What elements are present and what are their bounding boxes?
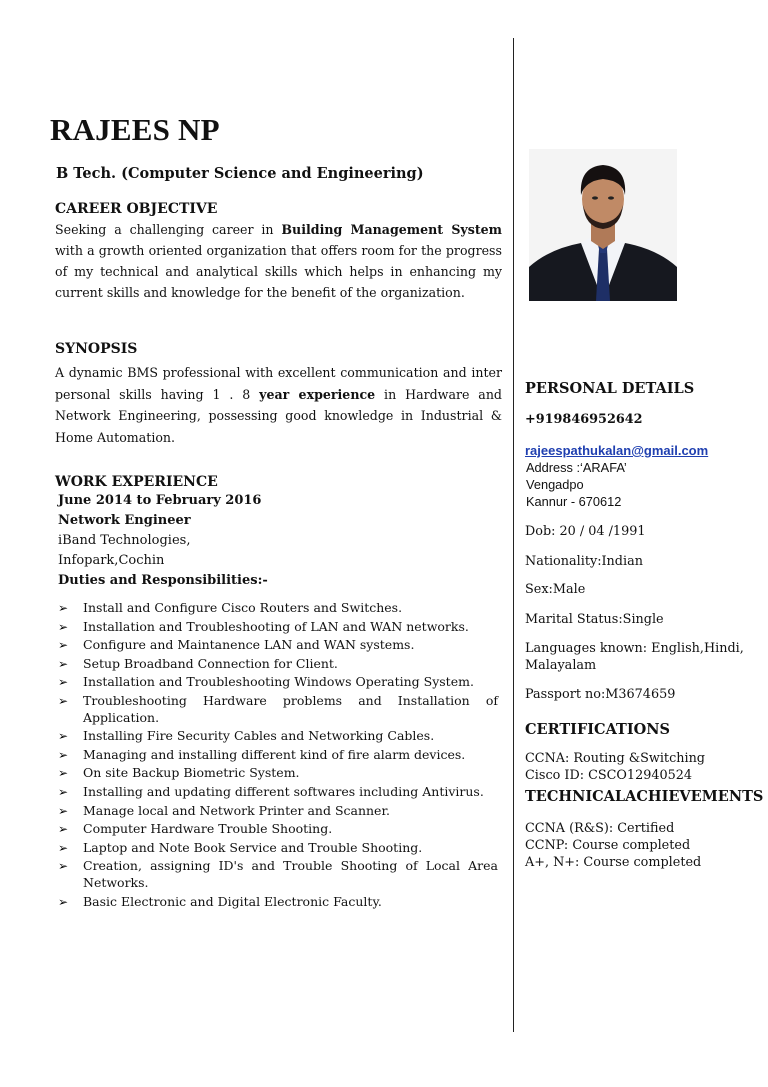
duty-text: Installation and Troubleshooting of LAN and WAN networks.: [83, 618, 469, 634]
technical-line-2: CCNP: Course completed: [525, 838, 691, 853]
certification-line-1: CCNA: Routing &Switching: [525, 751, 705, 766]
duty-text: Basic Electronic and Digital Electronic Faculty.: [83, 893, 382, 909]
career-objective-text: [55, 219, 502, 303]
email-link[interactable]: rajeespathukalan@gmail.com: [525, 443, 709, 458]
nationality: Nationality:Indian: [525, 554, 643, 569]
duty-text: Installing Fire Security Cables and Networking Cables.: [83, 728, 435, 744]
certifications-list: [525, 750, 705, 784]
career-objective-heading: CAREER OBJECTIVE: [55, 201, 218, 217]
address-block: [526, 459, 627, 510]
duty-text: Setup Broadband Connection for Client.: [83, 655, 338, 671]
duty-text: Creation, assigning ID's and Trouble Shooting of Local Area Networks.: [83, 858, 498, 890]
synopsis-text-part2: in Hardware and Network Engineering, possessing good knowledge in Industrial & Home Automation.: [55, 386, 502, 445]
arrow-bullet-icon: ➢: [58, 784, 69, 799]
work-role: Network Engineer: [58, 513, 191, 528]
duty-text: Install and Configure Cisco Routers and Switches.: [83, 600, 403, 615]
arrow-bullet-icon: ➢: [58, 656, 69, 671]
arrow-bullet-icon: ➢: [58, 766, 69, 781]
sex: Sex:Male: [525, 582, 586, 597]
duty-text: Laptop and Note Book Service and Trouble Shooting.: [83, 839, 423, 855]
duty-item: [58, 728, 498, 745]
marital-status: Marital Status:Single: [525, 612, 664, 627]
arrow-bullet-icon: ➢: [58, 638, 69, 653]
duty-text: Managing and installing different kind of fire alarm devices.: [83, 746, 466, 762]
address-line-2: Vengadpo: [526, 477, 584, 492]
arrow-bullet-icon: ➢: [58, 675, 69, 690]
technical-achievements-heading: TECHNICALACHIEVEMENTS: [525, 788, 764, 805]
duties-list: [58, 600, 498, 912]
phone-number: +919846952642: [525, 412, 643, 427]
career-text-part2: with a growth oriented organization that offers room for the progress of my technical and analytical skills which helps in enhancing my current skills and knowledge for the benefit of the organization.: [55, 243, 502, 300]
work-company: iBand Technologies,: [58, 533, 191, 548]
duty-text: On site Backup Biometric System.: [83, 765, 300, 781]
synopsis-text-part1: A dynamic BMS professional with excellent communication and inter personal skills having 1 . 8: [55, 365, 502, 402]
duty-text: Computer Hardware Trouble Shooting.: [83, 821, 333, 837]
duty-item: [58, 821, 498, 838]
duty-text: Installing and updating different softwares including Antivirus.: [83, 783, 484, 799]
duty-item: [58, 600, 498, 617]
technical-line-1: CCNA (R&S): Certified: [525, 821, 675, 836]
duty-item: [58, 784, 498, 801]
duty-text: Installation and Troubleshooting Windows Operating System.: [83, 674, 474, 690]
duty-text: Troubleshooting Hardware problems and Installation of Application.: [83, 692, 498, 725]
work-experience-block: [58, 491, 498, 591]
passport-number: Passport no:M3674659: [525, 687, 676, 702]
profile-photo: [529, 149, 677, 301]
degree-line: B Tech. (Computer Science and Engineering): [56, 165, 424, 182]
duty-item: [58, 894, 498, 911]
work-experience-heading: WORK EXPERIENCE: [55, 474, 218, 490]
duty-item: [58, 674, 498, 691]
arrow-bullet-icon: ➢: [58, 747, 69, 762]
arrow-bullet-icon: ➢: [58, 619, 69, 634]
languages-line-2: Malayalam: [525, 658, 597, 673]
address-line-3: Kannur - 670612: [526, 494, 622, 509]
duty-text: Configure and Maintanence LAN and WAN systems.: [83, 637, 415, 653]
arrow-bullet-icon: ➢: [58, 822, 69, 837]
synopsis-text-bold: year experience: [259, 386, 376, 402]
arrow-bullet-icon: ➢: [58, 859, 69, 874]
career-text-part1: Seeking a challenging career in: [55, 222, 282, 237]
languages: [525, 640, 744, 674]
duty-item: [58, 803, 498, 820]
arrow-bullet-icon: ➢: [58, 894, 69, 909]
synopsis-text: [55, 362, 502, 448]
career-text-bold: Building Management System: [281, 222, 502, 237]
languages-line-1: Languages known: English,Hindi,: [525, 641, 744, 656]
address-line-1: Address :‘ARAFA’: [526, 460, 627, 475]
duty-item: [58, 840, 498, 857]
arrow-bullet-icon: ➢: [58, 840, 69, 855]
certification-line-2: Cisco ID: CSCO12940524: [525, 768, 693, 783]
arrow-bullet-icon: ➢: [58, 601, 69, 615]
duty-text: Manage local and Network Printer and Scanner.: [83, 802, 391, 818]
work-period: June 2014 to February 2016: [58, 493, 262, 508]
duty-item: [58, 619, 498, 636]
column-divider: [513, 38, 514, 1032]
personal-details-heading: PERSONAL DETAILS: [525, 380, 695, 397]
arrow-bullet-icon: ➢: [58, 803, 69, 818]
arrow-bullet-icon: ➢: [58, 693, 69, 708]
synopsis-heading: SYNOPSIS: [55, 341, 138, 357]
duty-item: [58, 637, 498, 654]
date-of-birth: Dob: 20 / 04 /1991: [525, 524, 646, 539]
technical-line-3: A+, N+: Course completed: [525, 855, 702, 870]
technical-achievements-list: [525, 820, 701, 871]
duty-item: [58, 693, 498, 726]
certifications-heading: CERTIFICATIONS: [525, 721, 670, 738]
duty-item: [58, 765, 498, 782]
work-location: Infopark,Cochin: [58, 553, 165, 568]
duty-item: [58, 747, 498, 764]
duty-item: [58, 656, 498, 673]
candidate-name: RAJEES NP: [50, 112, 220, 147]
arrow-bullet-icon: ➢: [58, 729, 69, 744]
duties-heading: Duties and Responsibilities:-: [58, 573, 268, 588]
duty-item: [58, 858, 498, 891]
